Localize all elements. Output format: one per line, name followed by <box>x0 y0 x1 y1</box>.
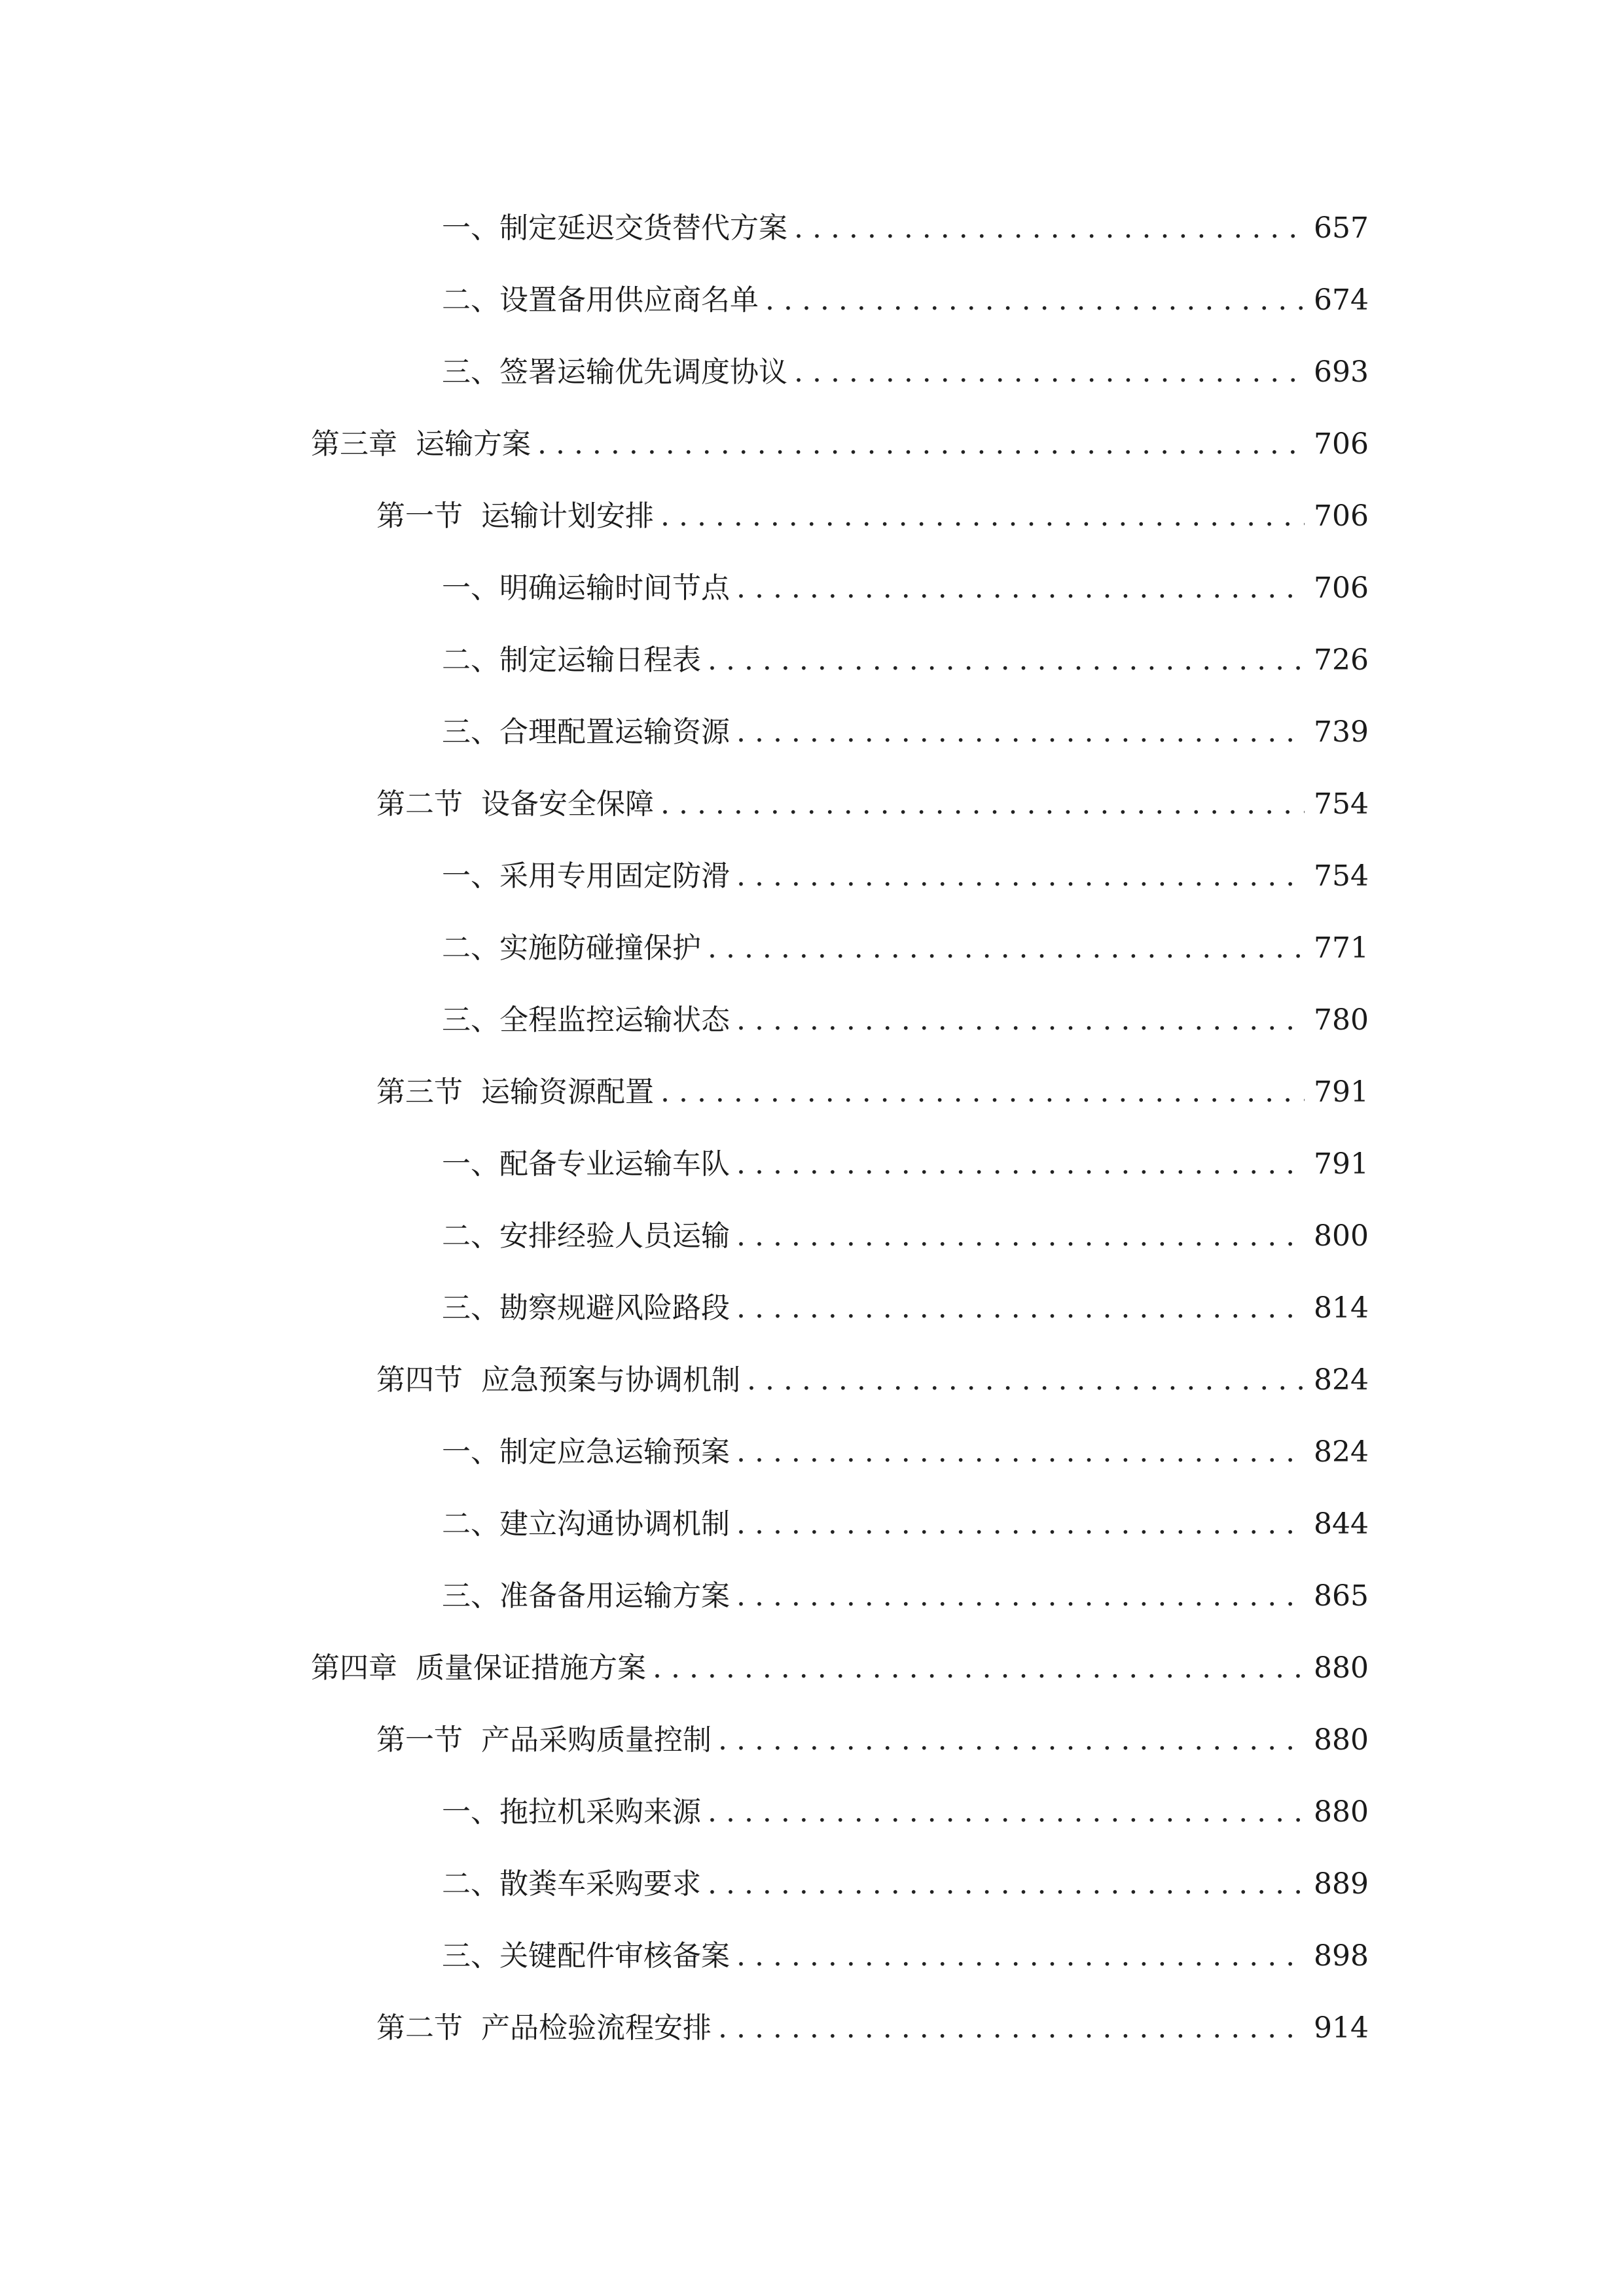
dot-leader <box>708 925 1305 971</box>
dot-leader <box>794 350 1305 395</box>
toc-entry[interactable] <box>376 493 1369 539</box>
toc-entry-page: 657 <box>1314 211 1369 245</box>
dot-leader <box>660 493 1305 539</box>
toc-entry-title: 散粪车采购要求 <box>499 1867 701 1901</box>
toc-entry-number: 三、 <box>442 355 499 389</box>
toc-entry-number: 第三章 <box>311 427 397 461</box>
dot-leader <box>660 781 1305 827</box>
toc-entry[interactable] <box>442 1501 1369 1547</box>
toc-entry-number: 二、 <box>442 643 499 677</box>
dot-leader <box>718 2005 1305 2051</box>
toc-entry-title: 运输资源配置 <box>481 1075 654 1109</box>
toc-entry[interactable] <box>376 1717 1369 1763</box>
dot-leader <box>736 997 1305 1043</box>
toc-entry[interactable] <box>376 2005 1369 2051</box>
dot-leader <box>765 278 1305 323</box>
dot-leader <box>537 422 1305 467</box>
toc-entry-title: 运输方案 <box>416 427 531 461</box>
dot-leader <box>736 1285 1305 1331</box>
toc-entry-title: 产品采购质量控制 <box>481 1723 712 1757</box>
toc-entry-title: 制定应急运输预案 <box>499 1435 730 1469</box>
dot-leader <box>708 1789 1305 1835</box>
toc-entry-page: 706 <box>1314 427 1369 461</box>
toc-entry-page: 880 <box>1314 1723 1369 1757</box>
toc-entry-title: 产品检验流程安排 <box>481 2011 712 2045</box>
toc-entry[interactable] <box>442 709 1369 755</box>
toc-entry-number: 第三节 <box>376 1075 463 1109</box>
toc-entry[interactable] <box>442 1861 1369 1907</box>
toc-entry-number: 第四节 <box>376 1363 463 1397</box>
toc-entry[interactable] <box>442 206 1369 251</box>
toc-entry-page: 771 <box>1314 931 1369 965</box>
dot-leader <box>736 565 1305 611</box>
dot-leader <box>736 853 1305 899</box>
toc-entry-page: 844 <box>1314 1507 1369 1541</box>
toc-entry[interactable] <box>442 1285 1369 1331</box>
toc-entry-number: 三、 <box>442 1003 499 1037</box>
toc-entry[interactable] <box>376 1357 1369 1403</box>
toc-entry-number: 第一节 <box>376 1723 463 1757</box>
toc-entry-title: 配备专业运输车队 <box>499 1147 730 1181</box>
dot-leader <box>708 637 1305 683</box>
toc-entry[interactable] <box>442 1933 1369 1979</box>
toc-entry-page: 739 <box>1314 715 1369 749</box>
toc-entry-page: 726 <box>1314 643 1369 677</box>
toc-entry-title: 运输计划安排 <box>481 499 654 533</box>
dot-leader <box>736 1213 1305 1259</box>
toc-entry-title: 全程监控运输状态 <box>499 1003 730 1037</box>
toc-entry-number: 二、 <box>442 283 499 317</box>
toc-entry[interactable] <box>442 278 1369 323</box>
toc-entry-page: 674 <box>1314 283 1369 317</box>
toc-entry[interactable] <box>442 925 1369 971</box>
toc-entry[interactable] <box>442 350 1369 395</box>
toc-entry-number: 一、 <box>442 859 499 893</box>
toc-entry-number: 三、 <box>442 715 499 749</box>
toc-entry[interactable] <box>442 853 1369 899</box>
toc-entry-title: 准备备用运输方案 <box>499 1579 730 1613</box>
dot-leader <box>653 1645 1305 1691</box>
toc-entry-number: 三、 <box>442 1291 499 1325</box>
dot-leader <box>794 206 1305 251</box>
toc-entry-title: 拖拉机采购来源 <box>499 1795 701 1829</box>
toc-entry[interactable] <box>442 1141 1369 1187</box>
dot-leader <box>718 1717 1305 1763</box>
toc-entry-title: 制定延迟交货替代方案 <box>499 211 787 245</box>
toc-entry-page: 898 <box>1314 1939 1369 1973</box>
toc-entry-title: 设备安全保障 <box>481 787 654 821</box>
toc-entry-title: 关键配件审核备案 <box>499 1939 730 1973</box>
toc-entry[interactable] <box>376 1069 1369 1115</box>
dot-leader <box>736 709 1305 755</box>
toc-entry-page: 693 <box>1314 355 1369 389</box>
toc-entry-title: 建立沟通协调机制 <box>499 1507 730 1541</box>
toc-entry-page: 800 <box>1314 1219 1369 1253</box>
toc-entry[interactable] <box>442 1213 1369 1259</box>
toc-entry-page: 814 <box>1314 1291 1369 1325</box>
toc-entry-number: 三、 <box>442 1939 499 1973</box>
toc-entry-number: 第一节 <box>376 499 463 533</box>
toc-entry-number: 一、 <box>442 571 499 605</box>
toc-entry[interactable] <box>311 422 1369 467</box>
dot-leader <box>708 1861 1305 1907</box>
toc-entry-title: 制定运输日程表 <box>499 643 701 677</box>
toc-entry-page: 791 <box>1314 1147 1369 1181</box>
toc-entry[interactable] <box>376 781 1369 827</box>
toc-entry-number: 一、 <box>442 1147 499 1181</box>
toc-entry-number: 一、 <box>442 211 499 245</box>
toc-entry-page: 754 <box>1314 859 1369 893</box>
dot-leader <box>736 1501 1305 1547</box>
toc-entry-number: 三、 <box>442 1579 499 1613</box>
toc-entry-number: 第二节 <box>376 787 463 821</box>
toc-entry-title: 签署运输优先调度协议 <box>499 355 787 389</box>
toc-entry-page: 824 <box>1314 1363 1369 1397</box>
toc-entry-page: 706 <box>1314 499 1369 533</box>
toc-entry-page: 880 <box>1314 1651 1369 1685</box>
toc-entry-page: 880 <box>1314 1795 1369 1829</box>
toc-entry-number: 第四章 <box>311 1651 397 1685</box>
toc-entry-number: 二、 <box>442 931 499 965</box>
dot-leader <box>747 1357 1305 1403</box>
toc-entry-number: 一、 <box>442 1795 499 1829</box>
toc-entry-number: 一、 <box>442 1435 499 1469</box>
toc-entry-number: 二、 <box>442 1867 499 1901</box>
toc-entry-page: 791 <box>1314 1075 1369 1109</box>
toc-entry[interactable] <box>442 1573 1369 1619</box>
dot-leader <box>736 1573 1305 1619</box>
toc-entry-page: 865 <box>1314 1579 1369 1613</box>
toc-entry-page: 914 <box>1314 2011 1369 2045</box>
toc-entry-title: 勘察规避风险路段 <box>499 1291 730 1325</box>
toc-entry-number: 第二节 <box>376 2011 463 2045</box>
toc-entry[interactable] <box>442 565 1369 611</box>
toc-entry[interactable] <box>311 1645 1369 1691</box>
toc-entry-number: 二、 <box>442 1507 499 1541</box>
toc-entry-title: 应急预案与协调机制 <box>481 1363 740 1397</box>
toc-entry-page: 889 <box>1314 1867 1369 1901</box>
toc-entry-title: 明确运输时间节点 <box>499 571 730 605</box>
toc-entry-title: 设置备用供应商名单 <box>499 283 759 317</box>
toc-entry-title: 采用专用固定防滑 <box>499 859 730 893</box>
toc-entry[interactable] <box>442 1429 1369 1475</box>
dot-leader <box>736 1933 1305 1979</box>
toc-entry[interactable] <box>442 637 1369 683</box>
toc-entry-page: 754 <box>1314 787 1369 821</box>
toc-entry-page: 824 <box>1314 1435 1369 1469</box>
toc-entry[interactable] <box>442 1789 1369 1835</box>
toc-entry-page: 706 <box>1314 571 1369 605</box>
toc-entry-title: 质量保证措施方案 <box>416 1651 646 1685</box>
toc-entry[interactable] <box>442 997 1369 1043</box>
toc-entry-title: 安排经验人员运输 <box>499 1219 730 1253</box>
toc-entry-title: 合理配置运输资源 <box>499 715 730 749</box>
toc-entry-page: 780 <box>1314 1003 1369 1037</box>
dot-leader <box>660 1069 1305 1115</box>
toc-entry-title: 实施防碰撞保护 <box>499 931 701 965</box>
dot-leader <box>736 1429 1305 1475</box>
toc-entry-number: 二、 <box>442 1219 499 1253</box>
dot-leader <box>736 1141 1305 1187</box>
